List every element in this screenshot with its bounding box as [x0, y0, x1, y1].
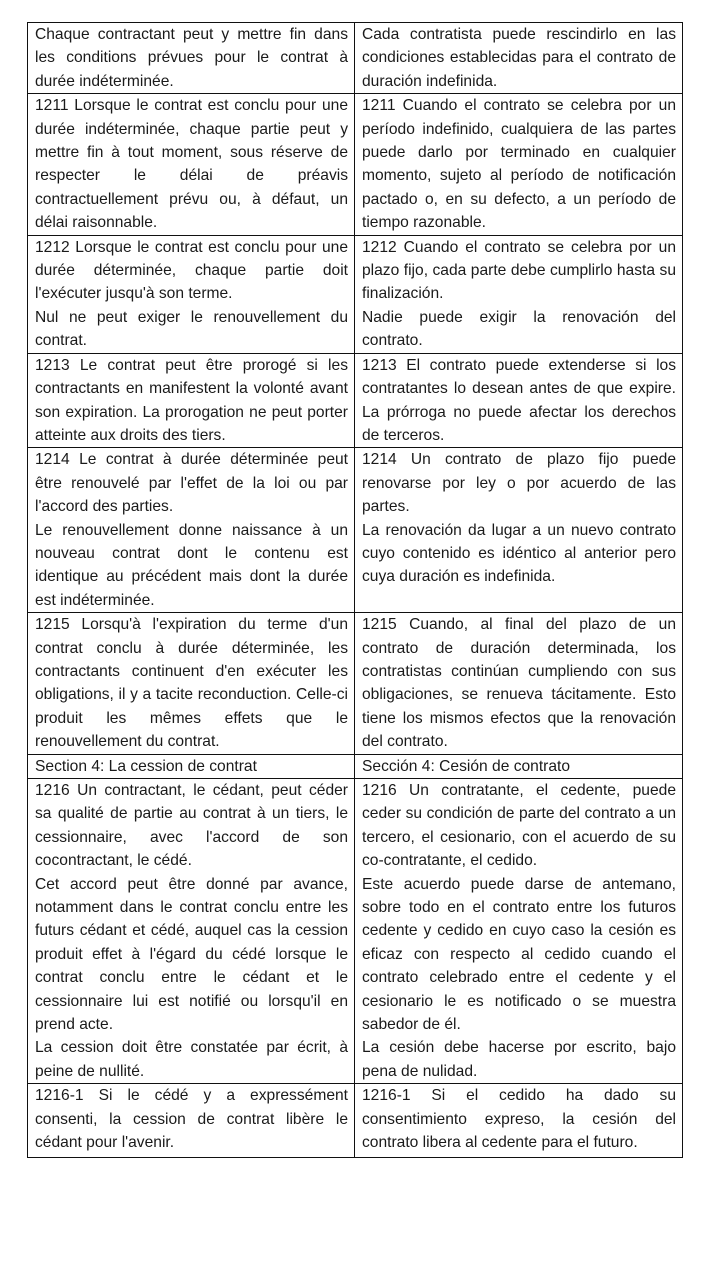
- table-body: [28, 23, 683, 1158]
- french-cell: [28, 235, 355, 353]
- spanish-paragraph: 1212 Cuando el contrato se celebra por un plazo fijo, cada parte debe cumplirlo hasta su finalización.: [362, 238, 676, 303]
- spanish-cell: [355, 779, 683, 1084]
- french-section-heading: Section 4: La cession de contrat: [35, 757, 257, 775]
- table-row: [28, 779, 683, 1084]
- table-row: [28, 1084, 683, 1157]
- spanish-paragraph: Este acuerdo puede darse de antemano, sobre todo en el contrato entre los futuros cedente y cedido en cuyo caso la cesión es eficaz con respecto al cedido cuando el contrato celebrado entre el cedente y el cesionario le es notificado o se muestra sabedor de él.: [362, 875, 676, 1034]
- bilingual-table: [27, 22, 683, 1158]
- french-paragraph: La cession doit être constatée par écrit, à peine de nullité.: [35, 1039, 348, 1080]
- spanish-section-heading: Sección 4: Cesión de contrato: [362, 757, 571, 775]
- spanish-paragraph: Nadie puede exigir la renovación del contrato.: [362, 308, 676, 350]
- french-cell: [28, 613, 355, 754]
- spanish-paragraph: 1214 Un contrato de plazo fijo puede renovarse por ley o por acuerdo de las partes.: [362, 451, 676, 516]
- french-paragraph: 1212 Lorsque le contrat est conclu pour une durée déterminée, chaque partie doit l'exécuter jusqu'à son terme.: [35, 238, 348, 303]
- spanish-paragraph: 1216 Un contratante, el cedente, puede ceder su condición de parte del contrato a un tercero, el cesionario, con el acuerdo de su co-contratante, el cedido.: [362, 782, 676, 870]
- spanish-cell: [355, 23, 683, 94]
- french-paragraph: Le renouvellement donne naissance à un nouveau contrat dont le contenu est identique au précédent mais dont la durée est indéterminée.: [35, 521, 348, 609]
- french-paragraph: Chaque contractant peut y mettre fin dans les conditions prévues pour le contrat à durée indéterminée.: [35, 26, 348, 90]
- table-row: [28, 613, 683, 754]
- french-paragraph: Nul ne peut exiger le renouvellement du contrat.: [35, 308, 348, 350]
- french-cell: [28, 94, 355, 235]
- spanish-cell: [355, 353, 683, 448]
- spanish-paragraph: Cada contratista puede rescindirlo en las condiciones establecidas para el contrato de duración indefinida.: [362, 26, 676, 90]
- french-cell: [28, 353, 355, 448]
- spanish-cell: [355, 1084, 683, 1157]
- french-paragraph: Cet accord peut être donné par avance, notamment dans le contrat conclu entre les futurs cédant et cédé, auquel cas la cession produit effet à l'égard du cédé lorsque le contrat conclu entre le cédant et le cessionnaire lui est notifié ou lorsqu'il en prend acte.: [35, 875, 348, 1034]
- spanish-cell: [355, 235, 683, 353]
- spanish-paragraph: 1215 Cuando, al final del plazo de un contrato de duración determinada, los contratistas continúan cumpliendo con sus obligaciones, se renueva tácitamente. Esto tiene los mismos efectos que la renovación del contrato.: [362, 616, 676, 751]
- french-cell: [28, 754, 355, 778]
- french-paragraph: 1214 Le contrat à durée déterminée peut être renouvelé par l'effet de la loi ou par l'accord des parties.: [35, 451, 348, 516]
- table-row: [28, 235, 683, 353]
- french-paragraph: 1216 Un contractant, le cédant, peut céder sa qualité de partie au contrat à un tiers, le cessionnaire, avec l'accord de son cocontractant, le cédé.: [35, 782, 348, 870]
- spanish-cell: [355, 613, 683, 754]
- french-cell: [28, 1084, 355, 1157]
- spanish-paragraph: La renovación da lugar a un nuevo contrato cuyo contenido es idéntico al anterior pero cuya duración es indefinida.: [362, 521, 676, 586]
- french-paragraph: 1215 Lorsqu'à l'expiration du terme d'un contrat conclu à durée déterminée, les contractants continuent d'en exécuter les obligations, il y a tacite reconduction. Celle-ci produit les mêmes effets que le renouvellement du contrat.: [35, 616, 348, 751]
- table-row: [28, 448, 683, 613]
- french-paragraph: 1213 Le contrat peut être prorogé si les contractants en manifestent la volonté avant son expiration. La prorogation ne peut porter atteinte aux droits des tiers.: [35, 356, 348, 444]
- spanish-paragraph: La cesión debe hacerse por escrito, bajo pena de nulidad.: [362, 1039, 676, 1080]
- french-cell: [28, 779, 355, 1084]
- spanish-cell: [355, 448, 683, 613]
- table-row: [28, 94, 683, 235]
- french-paragraph: 1216-1 Si le cédé y a expressément consenti, la cession de contrat libère le cédant pour l'avenir.: [35, 1087, 348, 1152]
- french-cell: [28, 448, 355, 613]
- spanish-paragraph: 1216-1 Si el cedido ha dado su consentimiento expreso, la cesión del contrato libera al cedente para el futuro.: [362, 1087, 676, 1152]
- spanish-paragraph: 1211 Cuando el contrato se celebra por un período indefinido, cualquiera de las partes puede darlo por terminado en cualquier momento, sujeto al período de notificación pactado o, en su defecto, a un período de tiempo razonable.: [362, 97, 676, 232]
- spanish-cell: [355, 754, 683, 778]
- table-row: [28, 23, 683, 94]
- spanish-cell: [355, 94, 683, 235]
- french-paragraph: 1211 Lorsque le contrat est conclu pour une durée indéterminée, chaque partie peut y mettre fin à tout moment, sous réserve de respecter le délai de préavis contractuellement prévu ou, à défaut, un délai raisonnable.: [35, 97, 348, 232]
- table-row: [28, 353, 683, 448]
- french-cell: [28, 23, 355, 94]
- spanish-paragraph: 1213 El contrato puede extenderse si los contratantes lo desean antes de que expire. La prórroga no puede afectar los derechos de terceros.: [362, 356, 676, 444]
- section-heading-row: [28, 754, 683, 778]
